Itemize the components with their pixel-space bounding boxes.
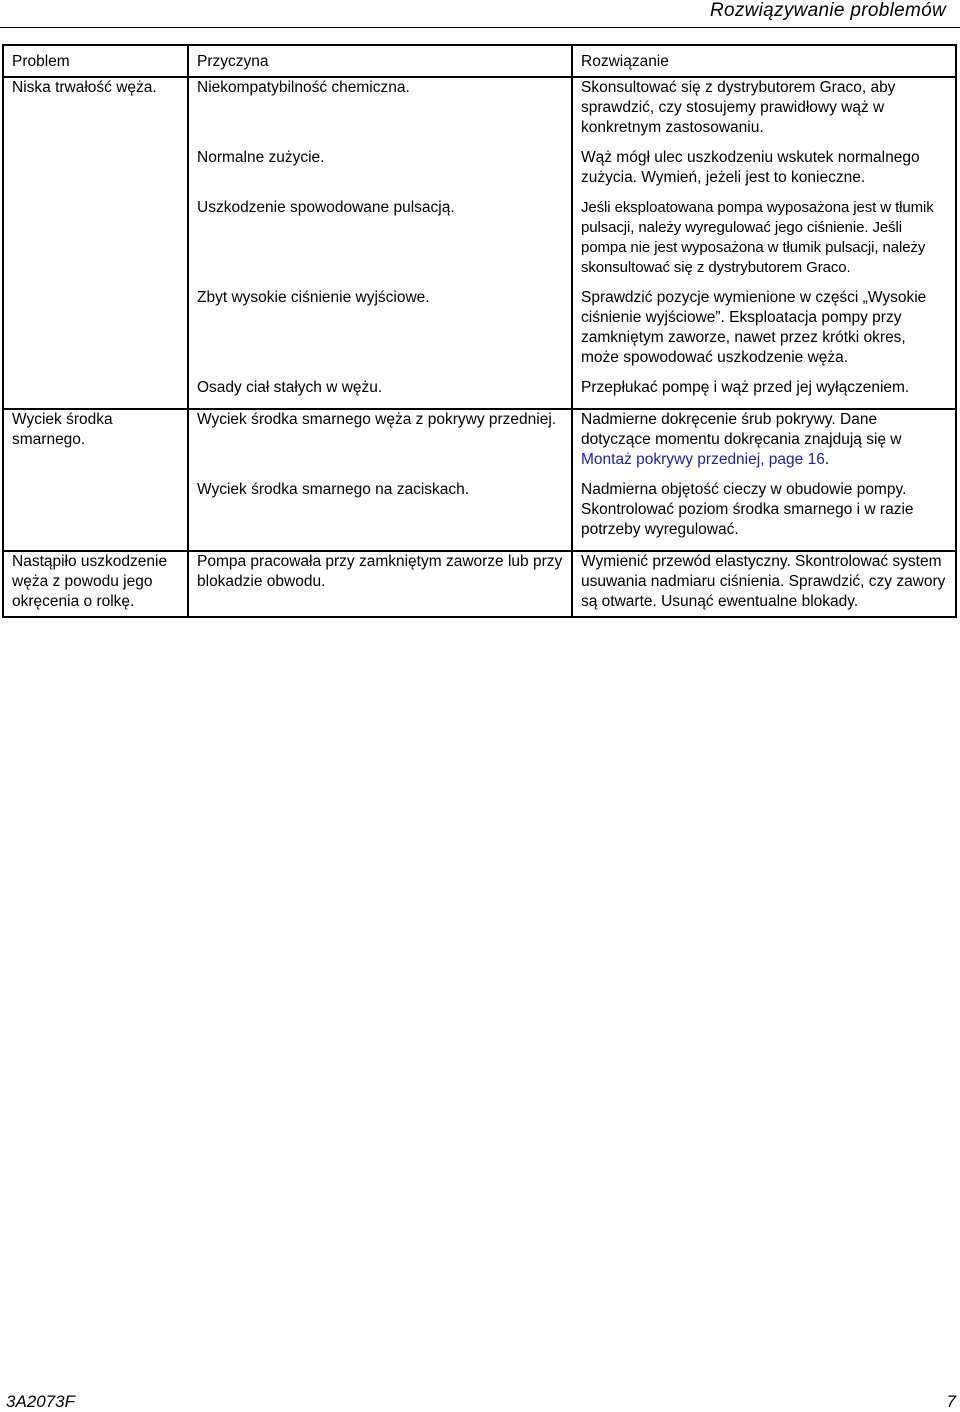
header-rule — [0, 27, 960, 28]
solution-cell: Jeśli eksploatowana pompa wyposażona jest w tłumik pulsacji, należy wyregulować jego ciśnienie. Jeśli pompa nie jest wyposażona w tłumik pulsacji, należy skonsultować się z dystrybutorem Graco. — [572, 198, 956, 288]
cause-cell: Normalne zużycie. — [188, 148, 572, 198]
solution-cell: Sprawdzić pozycje wymienione w części „Wysokie ciśnienie wyjściowe”. Eksploatacja pompy przy zamkniętym zaworze, nawet przez krótki okres, może spowodować uszkodzenie węża. — [572, 288, 956, 378]
solution-cell — [572, 409, 956, 480]
column-header-solution: Rozwiązanie — [572, 45, 956, 77]
solution-cell: Przepłukać pompę i wąż przed jej wyłączeniem. — [572, 378, 956, 409]
page-number: 7 — [946, 1392, 956, 1411]
solution-cell: Nadmierna objętość cieczy w obudowie pompy. Skontrolować poziom środka smarnego i w razie potrzeby wyregulować. — [572, 480, 956, 551]
problem-cell: Wyciek środka smarnego. — [3, 409, 188, 551]
table-row — [3, 77, 956, 148]
cause-cell: Osady ciał stałych w wężu. — [188, 378, 572, 409]
table-row — [3, 551, 956, 617]
solution-text: Nadmierne dokręcenie śrub pokrywy. Dane dotyczące momentu dokręcania znajdują się w — [581, 411, 902, 448]
troubleshooting-table — [2, 44, 957, 618]
column-header-problem: Problem — [3, 45, 188, 77]
cause-cell: Wyciek środka smarnego węża z pokrywy przedniej. — [188, 409, 572, 480]
document-number: 3A2073F — [6, 1392, 75, 1411]
column-header-cause: Przyczyna — [188, 45, 572, 77]
table-header-row — [3, 45, 956, 77]
cause-cell: Wyciek środka smarnego na zaciskach. — [188, 480, 572, 551]
section-title: Rozwiązywanie problemów — [709, 0, 946, 21]
cause-cell: Uszkodzenie spowodowane pulsacją. — [188, 198, 572, 288]
cause-cell: Zbyt wysokie ciśnienie wyjściowe. — [188, 288, 572, 378]
solution-text-end: . — [824, 451, 830, 468]
cause-cell: Pompa pracowała przy zamkniętym zaworze lub przy blokadzie obwodu. — [188, 551, 572, 617]
solution-cell: Skonsultować się z dystrybutorem Graco, aby sprawdzić, czy stosujemy prawidłowy wąż w konkretnym zastosowaniu. — [572, 77, 956, 148]
problem-cell: Niska trwałość węża. — [12, 79, 157, 96]
cause-cell: Niekompatybilność chemiczna. — [188, 77, 572, 148]
solution-cell: Wymienić przewód elastyczny. Skontrolować system usuwania nadmiaru ciśnienia. Sprawdzić, czy zawory są otwarte. Usunąć ewentualne blokady. — [572, 551, 956, 617]
solution-cell: Wąż mógł ulec uszkodzeniu wskutek normalnego zużycia. Wymień, jeżeli jest to konieczne. — [572, 148, 956, 198]
table-row — [3, 409, 956, 480]
problem-cell: Nastąpiło uszkodzenie węża z powodu jego okręcenia o rolkę. — [3, 551, 188, 617]
cross-reference-link[interactable]: Montaż pokrywy przedniej, page 16 — [581, 451, 825, 468]
